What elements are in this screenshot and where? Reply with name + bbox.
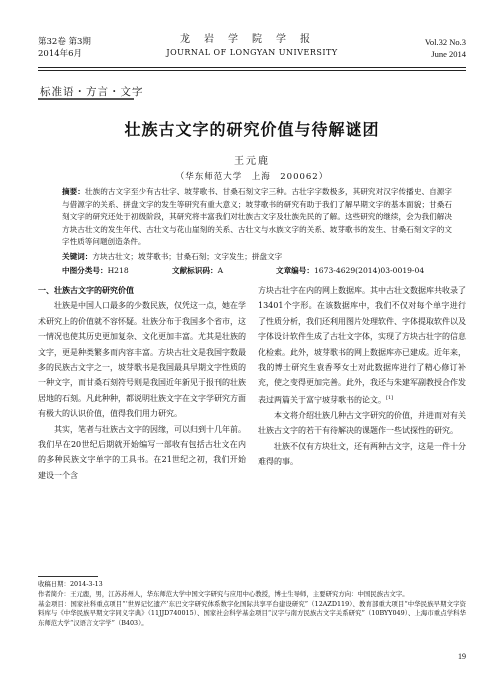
paragraph: 本文将介绍壮族几种古文字研究的价值，并进而对有关壮族古文字的若干有待解决的课题作一些试探性的研究。	[258, 410, 466, 436]
volume-issue-en: Vol.32 No.3	[424, 37, 466, 47]
date-cn: 2014年6月	[38, 49, 83, 59]
header-rule-bottom	[38, 70, 466, 71]
keywords-text: 方块古壮文；坡芽歌书；甘桑石刻；文字发生；拼盘文字	[92, 252, 283, 261]
header-center	[146, 33, 358, 59]
footnotes	[38, 580, 466, 629]
received-date: 收稿日期：2014-3-13	[38, 580, 103, 588]
header-left	[38, 36, 91, 60]
article-number: 文章编号：1673-4629(2014)03-0019-04	[276, 266, 425, 275]
section-heading: 一、壮族古文字的研究价值	[38, 286, 134, 295]
section-tag-underline	[38, 98, 134, 100]
keywords-label: 关键词：	[62, 252, 93, 261]
footnote-rule	[38, 576, 98, 577]
date-en: June 2014	[431, 49, 466, 59]
abstract-label: 摘要：	[62, 187, 85, 196]
abstract-text: 壮族的古文字至少有古壮字、坡芽歌书、甘桑石刻文字三种。古壮字字数极多，其研究对汉字传播史、自源字与借源字的关系、拼盘文字的发生等研究有重大意义；坡芽歌书的研究有助于我们了解早期文字的基本面貌；甘桑石刻文字的研究还处于初级阶段，其研究将丰富我们对壮族古文字及壮族先民的了解。这些研究的继续，会为我们解决方块古壮文的发生年代、古壮文与花山崖刻的关系、古壮文与水族文字的关系、坡芽歌书的发生、甘桑石刻文字的文字性质等问题创造条件。	[62, 187, 453, 247]
header-rule-top	[38, 67, 466, 68]
author-bio: 作者简介：王元鹿，男，江苏苏州人，华东师范大学中国文字研究与应用中心教授，博士生导师，主要研究方向：中国民族古文字。	[38, 589, 409, 598]
abstract	[62, 186, 452, 249]
section-tag-text: 标准语・方言・文字	[40, 86, 144, 98]
funding-info: 基金项目：国家社科重点项目“‘世界记忆遗产’东巴文字研究体系数字化国际共享平台建设研究”（12AZD119）、教育部重大项目“中华民族早期文字资料库与《中华民族早期文字同义字典》（11JJD740015）、国家社会科学基金项目“汉字与南方民族古文字关系研究”（10BYY049）、上海市重点学科华东师范大学“汉语言文字学”（B403）。	[38, 599, 466, 628]
article-title: 壮族古文字的研究价值与待解谜团	[124, 120, 380, 139]
body-column-left	[38, 283, 246, 483]
journal-name-cn: 龙岩学院学报	[180, 34, 324, 45]
body-column-right	[258, 283, 466, 470]
paragraph: 壮族是中国人口最多的少数民族，仅凭这一点，她在学术研究上的价值就不容怀疑。壮族分布于我国多个省市，这一情况也使其历史更加复杂、文化更加丰富。尤其是壮族的文字，更是种类繁多而内容丰富。方块古壮文是我国字数最多的民族古文字之一，坡芽歌书是我国最具早期文字性质的一种文字，而甘桑石刻符号则是我国近年新见于报刊的壮族居地的石刻。凡此种种，都说明壮族文字在文字学研究方面有极大的认识价值，值得我们用力研究。	[38, 301, 246, 419]
author-affiliation: （华东师范大学 上海 200062）	[175, 172, 329, 182]
header-right	[425, 36, 466, 60]
volume-issue-cn: 第32卷 第3期	[38, 37, 91, 47]
author-name: 王元鹿	[234, 156, 270, 167]
paragraph: 其实，笔者与壮族古文字的因缘，可以归到十几年前。我们早在20世纪后期就开始编写一部收有包括古壮文在内的多种民族文字单字的工具书。在21世纪之初，我们开始建设一个含	[38, 424, 246, 480]
page-number: 19	[458, 652, 466, 661]
clc-number: 中图分类号：H218	[62, 266, 129, 275]
document-code: 文献标识码：A	[172, 266, 224, 275]
paragraph: 壮族不仅有方块壮文，还有两种古文字，这是一件十分难得的事。	[258, 441, 466, 467]
citation-marker: [1]	[386, 394, 394, 401]
running-header	[38, 27, 466, 73]
keywords	[62, 251, 452, 263]
paragraph: 方块古壮字在内的网上数据库。其中古壮文数据库共收录了13401个字形。在该数据库中，我们不仅对每个单字进行了性质分析，我们还利用图片处理软件、字体提取软件以及字体设计软件生成了古壮文字体，实现了方块古壮字的信息化检索。此外，坡芽歌书的网上数据库亦已建成。近年来，我的博士研究生袁香琴女士对此数据库进行了精心修订补充，使之变得更加完善。此外，我还与朱建军副教授合作发表过两篇关于富宁坡芽歌书的论文。[1]	[258, 286, 466, 405]
journal-name-en: JOURNAL OF LONGYAN UNIVERSITY	[166, 48, 338, 57]
section-tag	[38, 80, 178, 102]
